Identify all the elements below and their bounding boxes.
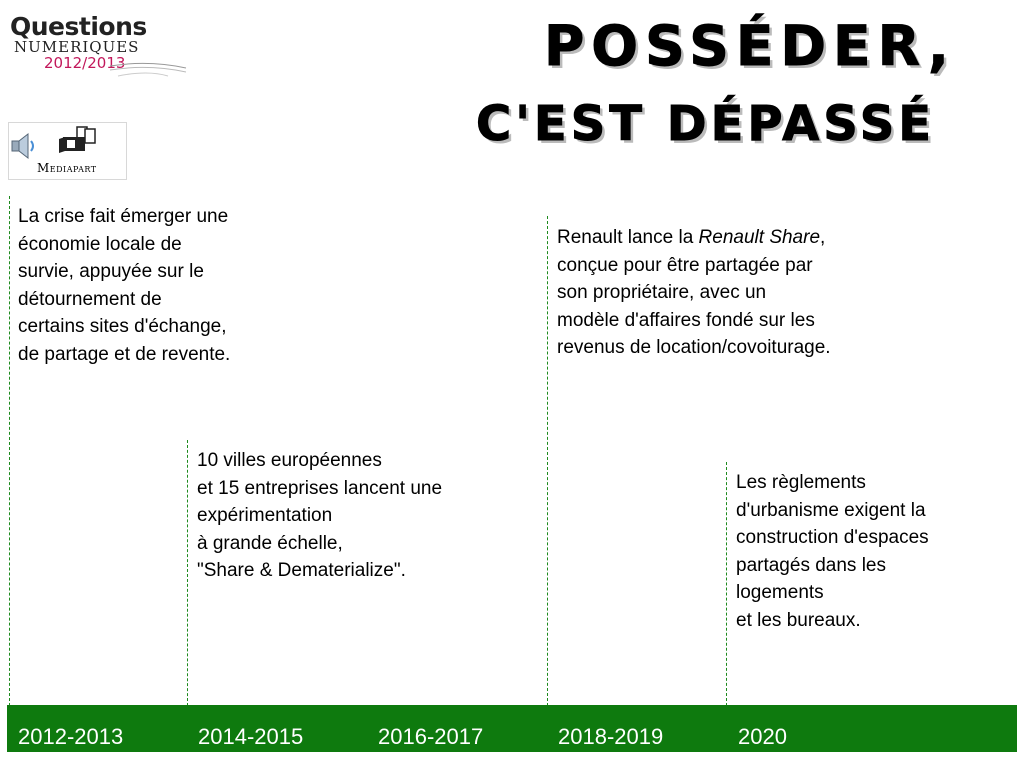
event-line: à grande échelle,: [197, 532, 343, 554]
event-text-prefix: Renault lance la: [557, 227, 699, 248]
year-label: 2020: [738, 724, 787, 749]
title-line-2: C'EST DÉPASSÉ: [476, 96, 936, 152]
questions-numeriques-logo: [8, 8, 198, 80]
mediapart-audio-block[interactable]: [8, 122, 127, 180]
event-line: certains sites d'échange,: [18, 316, 227, 337]
renault-share-name: Renault Share: [698, 227, 821, 248]
logo-years: 2012/2013: [44, 54, 126, 72]
event-line: construction d'espaces: [736, 527, 929, 548]
year-label: 2018-2019: [558, 724, 664, 749]
event-line: expérimentation: [197, 505, 333, 526]
event-2012-2013: [18, 203, 230, 368]
logo-subtitle: NUMERIQUES: [14, 38, 140, 56]
event-line: son propriétaire, avec un: [557, 282, 767, 303]
timeline-marker-2012: [9, 196, 10, 706]
event-line: conçue pour être partagée par: [557, 254, 813, 276]
event-line: survie, appuyée sur le: [18, 261, 204, 282]
event-line: revenus de location/covoiturage.: [557, 337, 831, 358]
mediapart-logo-icon: [53, 125, 103, 159]
logo-swoosh-icon: [108, 56, 188, 80]
event-line: détournement de: [18, 288, 162, 310]
timeline-marker-2020: [726, 462, 727, 706]
speaker-icon[interactable]: [9, 131, 39, 161]
event-2014-2015: [197, 447, 442, 585]
event-text-suffix: ,: [820, 227, 826, 248]
logo-title: Questions: [10, 12, 147, 41]
event-line: partagés dans les: [736, 554, 886, 576]
event-line: et les bureaux.: [736, 609, 861, 631]
year-label: 2014-2015: [198, 724, 304, 749]
year-label: 2012-2013: [18, 724, 124, 749]
event-line-first: [557, 224, 831, 252]
timeline-year-bar: [7, 705, 1017, 752]
event-line: 10 villes européennes: [197, 450, 382, 471]
title-line-1: POSSÉDER,: [544, 14, 956, 78]
event-line: d'urbanisme exigent la: [736, 499, 926, 521]
event-2018-2019: [557, 224, 831, 362]
timeline-marker-2014: [187, 440, 188, 706]
event-line: économie locale de: [18, 233, 182, 255]
event-2020: [736, 469, 929, 634]
mediapart-label: Mediapart: [37, 161, 97, 175]
event-line: Les règlements: [736, 472, 866, 493]
year-label: 2016-2017: [378, 724, 484, 749]
page-title: [470, 12, 1010, 162]
event-line: de partage et de revente.: [18, 343, 231, 365]
event-line: logements: [736, 582, 824, 603]
event-line: modèle d'affaires fondé sur les: [557, 309, 815, 331]
timeline-marker-2018: [547, 216, 548, 706]
event-line: et 15 entreprises lancent une: [197, 477, 443, 499]
event-line: La crise fait émerger une: [18, 206, 229, 227]
event-line: "Share & Dematerialize".: [197, 560, 406, 581]
